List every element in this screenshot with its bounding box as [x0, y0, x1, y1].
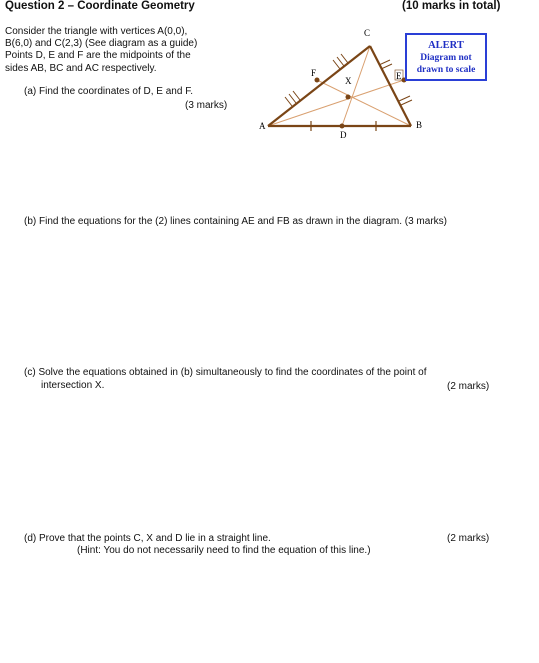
- question-c-line-1: (c) Solve the equations obtained in (b) simultaneously to find the coordinates of the point of: [24, 367, 427, 378]
- alert-line-2: Diagram not: [420, 53, 472, 63]
- question-a: (a) Find the coordinates of D, E and F.: [24, 86, 193, 97]
- intro-line-3: Points D, E and F are the midpoints of the: [5, 50, 191, 62]
- alert-line-3: drawn to scale: [416, 65, 476, 75]
- question-d-marks: (2 marks): [447, 533, 490, 544]
- label-D: D: [340, 130, 347, 140]
- intro-line-4: sides AB, BC and AC respectively.: [5, 62, 157, 74]
- question-b: (b) Find the equations for the (2) lines containing AE and FB as drawn in the diagram. (3 marks): [24, 216, 447, 227]
- total-marks: (10 marks in total): [402, 0, 501, 12]
- label-B: B: [416, 120, 423, 130]
- point-X: [346, 95, 351, 100]
- alert-box: [405, 33, 487, 81]
- ticks-EB: [399, 96, 412, 105]
- intro-line-2: B(6,0) and C(2,3) (See diagram as a guide): [5, 38, 198, 50]
- label-A: A: [259, 121, 266, 131]
- label-F: F: [311, 68, 317, 78]
- median-FB: [317, 80, 411, 126]
- label-C: C: [364, 28, 371, 38]
- question-c-line-2: intersection X.: [41, 379, 105, 391]
- point-F: [315, 78, 320, 83]
- label-X: X: [345, 76, 352, 86]
- point-D: [340, 124, 345, 129]
- label-E: E: [396, 71, 402, 81]
- question-c-marks: (2 marks): [447, 381, 490, 392]
- question-a-marks: (3 marks): [185, 100, 228, 111]
- alert-title: ALERT: [428, 40, 464, 51]
- intro-line-1: Consider the triangle with vertices A(0,0),: [5, 26, 188, 37]
- ticks-FC: [333, 54, 348, 69]
- question-d: (d) Prove that the points C, X and D lie in a straight line.: [24, 533, 271, 544]
- median-AE: [268, 80, 404, 126]
- question-title: Question 2 – Coordinate Geometry: [5, 0, 195, 12]
- side-AC: [268, 46, 370, 126]
- question-d-hint: (Hint: You do not necessarily need to find the equation of this line.): [77, 545, 371, 556]
